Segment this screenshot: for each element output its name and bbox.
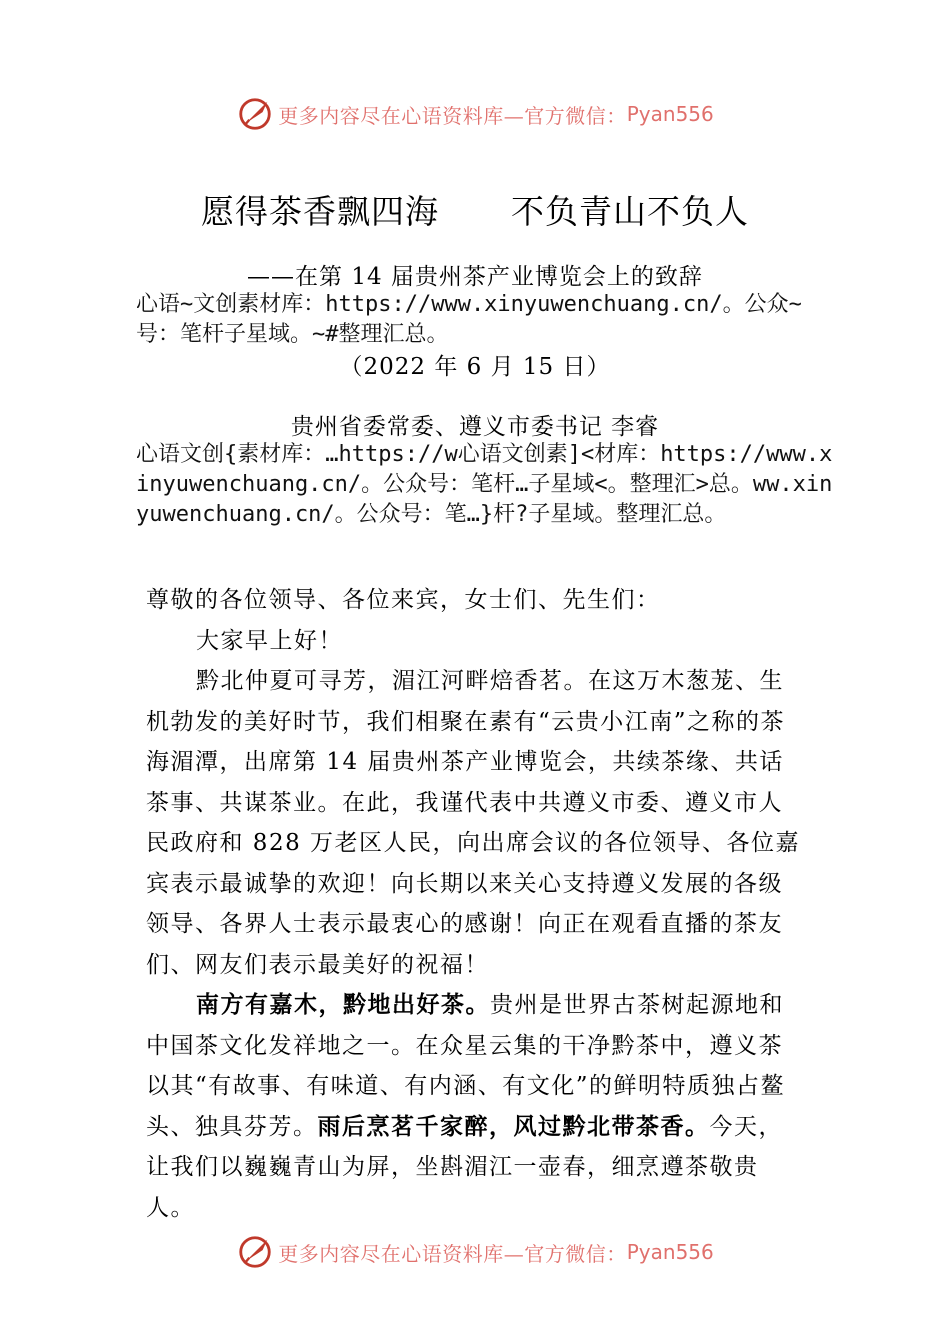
footer-banner-wechat: Pyan556 (626, 1240, 714, 1264)
paragraph-2-text-2: 今天，让我们以巍巍青山为屏，坐斟湄江一壶春，细烹遵茶敬贵人。 (146, 1113, 783, 1221)
salutation: 尊敬的各位领导、各位来宾，女士们、先生们： (146, 587, 661, 613)
header-banner-text: 更多内容尽在心语资料库—官方微信： (278, 103, 627, 128)
document-author: 贵州省委常委、遵义市委书记 李睿 (290, 414, 660, 440)
watermark-text-2: 心语文创{素材库：…https://w心语文创素]<材库：https://www.xinyuwenchuang.cn/。公众号：笔杆…子星域<。整理汇>总。ww.xinyuwenchuang.cn/。公众号：笔…}杆?子星域。整理汇总。 (136, 442, 833, 527)
document-title (0, 186, 950, 233)
footer-banner (0, 1232, 950, 1272)
footer-banner-text: 更多内容尽在心语资料库—官方微信： (278, 1241, 627, 1266)
header-banner (0, 94, 950, 134)
quill-logo-icon (236, 95, 274, 133)
quill-logo-icon (236, 1233, 274, 1271)
speech-body (146, 580, 806, 1228)
greeting: 大家早上好！ (196, 627, 343, 654)
document-date: （2022 年 6 月 15 日） (339, 354, 611, 380)
header-banner-wechat: Pyan556 (626, 102, 714, 126)
paragraph-2 (146, 985, 806, 1228)
paragraph-2-bold-2: 雨后烹茗千家醉，风过黔北带茶香。 (317, 1112, 710, 1140)
paragraph-1: 黔北仲夏可寻芳，湄江河畔焙香茗。在这万木葱茏、生机勃发的美好时节，我们相聚在素有“云贵小江南”之称的茶海湄潭，出席第 14 届贵州茶产业博览会，共续茶缘、共话茶事、共谋茶业。在此，我谨代表中共遵义市委、遵义市人民政府和 828 万老区人民，向出席会议的各位领导、各位嘉宾表示最诚挚的欢迎！向长期以来关心支持遵义发展的各级领导、各界人士表示最衷心的感谢！向正在观看直播的茶友们、网友们表示最美好的祝福！ (146, 668, 801, 978)
paragraph-2-bold-1: 南方有嘉木，黔地出好茶。 (196, 991, 490, 1018)
title-part-1: 愿得茶香飘四海 (201, 192, 439, 231)
document-subtitle: ——在第 14 届贵州茶产业博览会上的致辞 (247, 264, 703, 290)
watermark-text-1: 心语~文创素材库：https://www.xinyuwenchuang.cn/。公众~号：笔杆子星域。~#整理汇总。 (136, 292, 802, 347)
title-part-2: 不负青山不负人 (511, 192, 749, 231)
paragraph-2-text-1: 贵州是世界古茶树起源地和中国茶文化发祥地之一。在众星云集的干净黔茶中，遵义茶以其“有故事、有味道、有内涵、有文化”的鲜明特质独占鳌头、独具芬芳。 (146, 992, 786, 1140)
